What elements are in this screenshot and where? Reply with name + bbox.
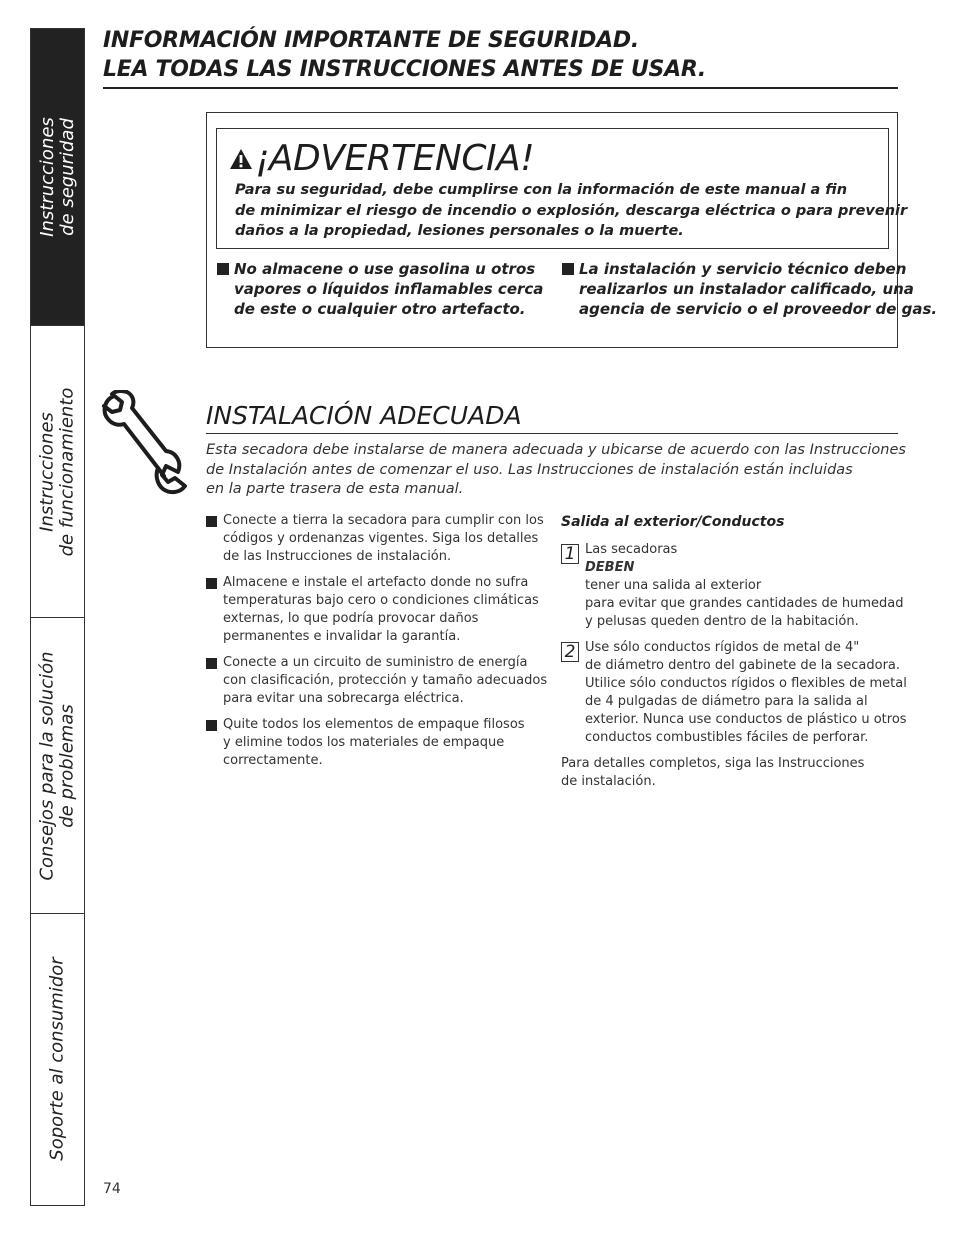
bullet-square-icon [206, 578, 217, 589]
numbered-item-1: 1 Las secadoras DEBEN tener una salida al exterior para evitar que grandes cantidades de humedad y pelusas queden dentro de la habitación. [561, 541, 901, 631]
number-box: 1 [561, 544, 579, 564]
warning-bullet-installer: La instalación y servicio técnico deben realizarlos un instalador calificado, una agencia de servicio o el proveedor de gas. [562, 259, 937, 319]
warning-text: Para su seguridad, debe cumplirse con la información de este manual a fin de minimizar el riesgo de incendio o explosión, descarga eléctrica o para prevenir daños a la propiedad, lesiones personales o la muerte. [235, 182, 908, 239]
warning-header-box [216, 128, 908, 249]
number-box: 2 [561, 642, 579, 662]
tab-consejos-solucion-problemas[interactable] [31, 618, 84, 914]
installation-divider [206, 433, 898, 434]
tab-instrucciones-de-seguridad[interactable] [31, 29, 84, 326]
bullet-square-icon [206, 516, 217, 527]
installation-list [206, 512, 546, 778]
list-item: Almacene e instale el artefacto donde no sufra temperaturas bajo cero o condiciones climáticas externas, lo que podría provocar daños permanentes e invalidar la garantía. [206, 574, 546, 646]
tab-label: Consejos para la solución de problemas [36, 650, 78, 881]
page-header [103, 26, 898, 89]
warning-box [206, 112, 938, 348]
list-item: Conecte a tierra la secadora para cumplir con los códigos y ordenanzas vigentes. Siga los detalles de las Instrucciones de instalación. [206, 512, 546, 566]
header-line-2: LEA TODAS LAS INSTRUCCIONES ANTES DE USAR. [103, 57, 706, 82]
warning-triangle-icon [229, 148, 253, 170]
numbered-item-2: 2 Use sólo conductos rígidos de metal de 4" de diámetro dentro del gabinete de la secadora. Utilice sólo conductos rígidos o flexibles de metal de 4 pulgadas de diámetro para la salida al exterior. Nunca use conductos de plástico u otros conductos combustibles fáciles de perforar. [561, 639, 901, 747]
list-item: Conecte a un circuito de suministro de energía con clasificación, protección y tamaño adecuados para evitar una sobrecarga eléctrica. [206, 654, 546, 708]
page-number: 74 [103, 1181, 121, 1197]
installation-title: INSTALACIÓN ADECUADA [206, 401, 522, 430]
warning-title [229, 137, 534, 181]
warning-title-text: ¡ADVERTENCIA! [255, 138, 535, 179]
bullet-square-icon [217, 263, 229, 275]
header-line-1: INFORMACIÓN IMPORTANTE DE SEGURIDAD. [103, 28, 639, 53]
bullet-square-icon [206, 720, 217, 731]
tab-instrucciones-de-funcionamiento[interactable] [31, 326, 84, 618]
section-sidebar [30, 28, 85, 1206]
bullet-square-icon [206, 658, 217, 669]
warning-bullet-gasoline: No almacene o use gasolina u otros vapores o líquidos inflamables cerca de este o cualquier otro artefacto. [217, 259, 543, 319]
tab-label: Soporte al consumidor [46, 957, 68, 1161]
list-item: Quite todos los elementos de empaque filosos y elimine todos los materiales de empaque correctamente. [206, 716, 546, 770]
closing-note: Para detalles completos, siga las Instrucciones de instalación. [561, 756, 865, 789]
tab-label: Instrucciones de funcionamiento [36, 387, 78, 556]
exhaust-heading: Salida al exterior/Conductos [561, 514, 785, 530]
bullet-square-icon [562, 263, 574, 275]
wrench-icon [100, 390, 190, 498]
exhaust-section [561, 512, 907, 791]
tab-label: Instrucciones de seguridad [36, 117, 78, 237]
tab-soporte-al-consumidor[interactable] [31, 914, 84, 1204]
installation-intro: Esta secadora debe instalarse de manera adecuada y ubicarse de acuerdo con las Instrucciones de Instalación antes de comenzar el uso. Las Instrucciones de instalación están incluidas en la parte trasera de esta manual. [206, 442, 906, 497]
